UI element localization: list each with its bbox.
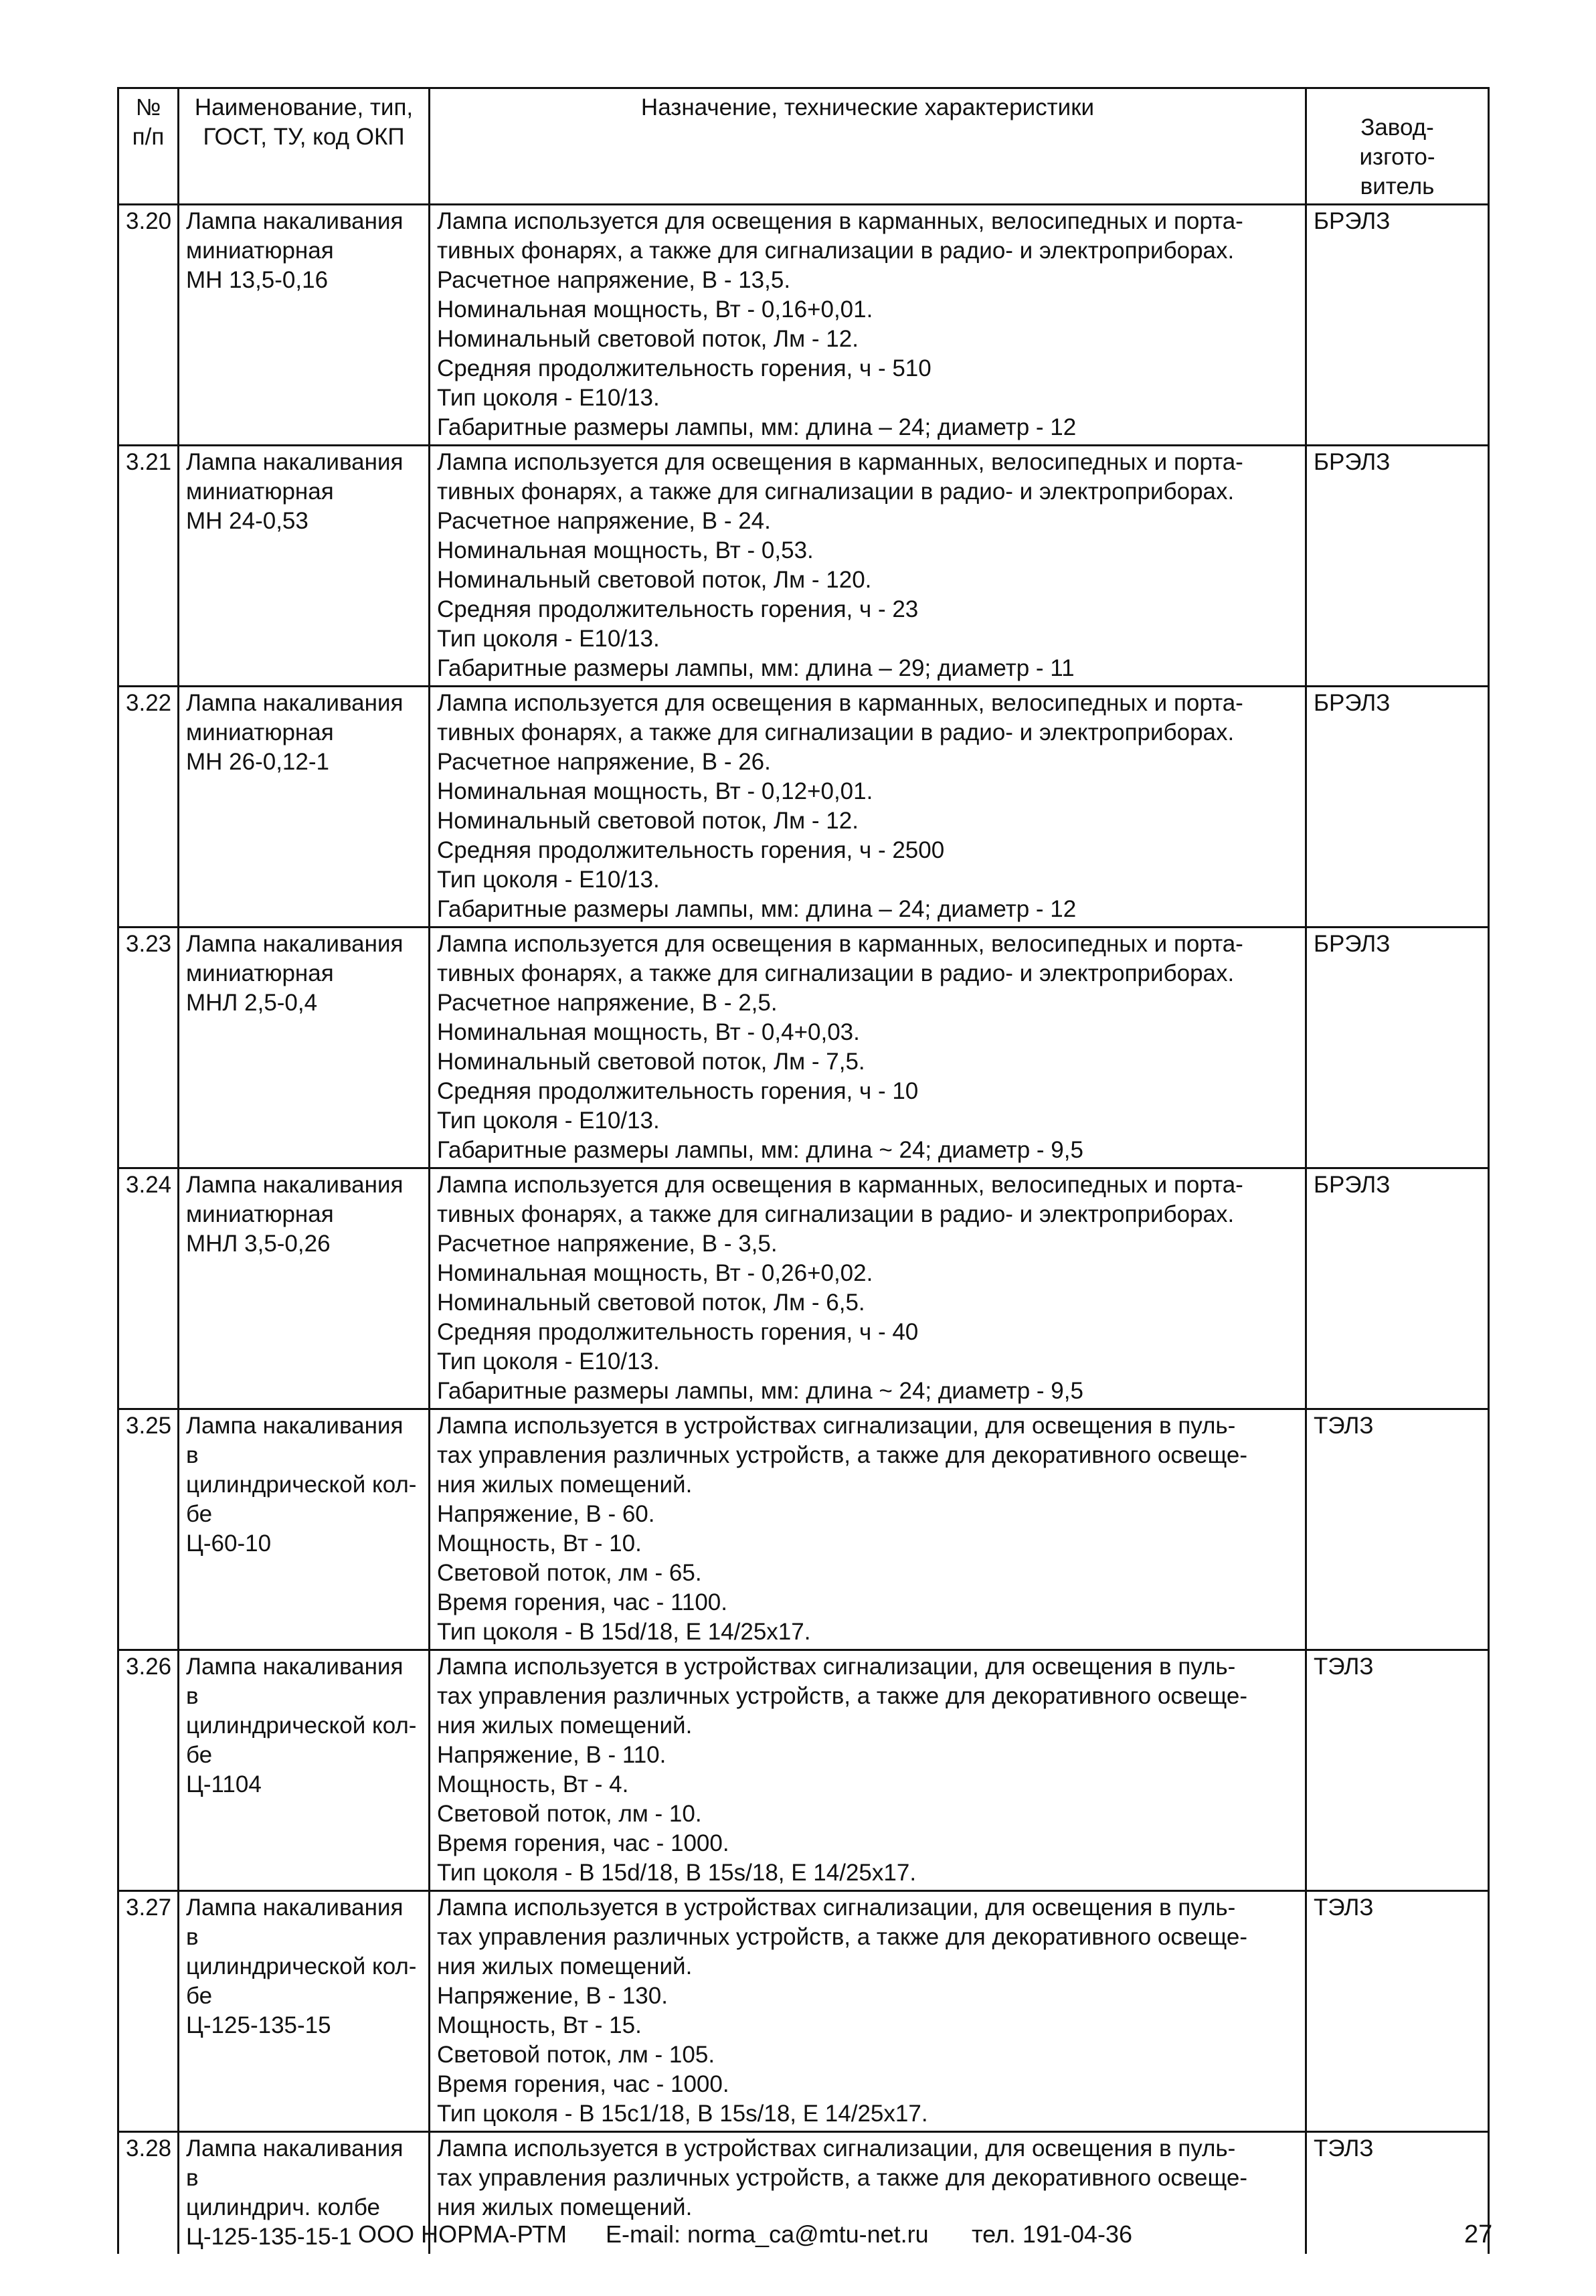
lamp-description bbox=[430, 1409, 1306, 1650]
lamp-name-line: цилиндрической кол- bbox=[186, 1953, 417, 1979]
description-line: Лампа используется для освещения в карманных, велосипедных и порта- bbox=[437, 449, 1243, 475]
lamp-name-line: МН 26-0,12-1 bbox=[186, 749, 329, 775]
table-row bbox=[118, 1891, 1489, 2132]
lamp-name bbox=[179, 1650, 430, 1891]
lamp-name-line: Ц-1104 bbox=[186, 1771, 262, 1797]
description-line: тах управления различных устройств, а также для декоративного освеще- bbox=[437, 1924, 1248, 1950]
description-line: тивных фонарях, а также для сигнализации в радио- и электроприборах. bbox=[437, 238, 1235, 264]
description-line: Номинальная мощность, Вт - 0,4+0,03. bbox=[437, 1019, 860, 1045]
lamp-name-line: миниатюрная bbox=[186, 719, 334, 745]
description-line: Расчетное напряжение, В - 2,5. bbox=[437, 990, 778, 1016]
lamp-name-line: бе bbox=[186, 1742, 213, 1768]
lamp-name-line: Лампа накаливания bbox=[186, 690, 404, 716]
description-line: Расчетное напряжение, В - 24. bbox=[437, 508, 771, 534]
description-line: Тип цоколя - В 15с1/18, В 15s/18, Е 14/25x17. bbox=[437, 2101, 928, 2127]
lamp-description bbox=[430, 205, 1306, 446]
description-line: Габаритные размеры лампы, мм: длина ~ 24; диаметр - 9,5 bbox=[437, 1378, 1083, 1404]
description-line: Габаритные размеры лампы, мм: длина ~ 24; диаметр - 9,5 bbox=[437, 1137, 1083, 1163]
manufacturer: БРЭЛЗ bbox=[1306, 687, 1489, 928]
row-number: 3.22 bbox=[118, 687, 179, 928]
description-line: Лампа используется для освещения в карманных, велосипедных и порта- bbox=[437, 931, 1243, 957]
description-line: Лампа используется для освещения в карманных, велосипедных и порта- bbox=[437, 208, 1243, 234]
description-line: Напряжение, В - 60. bbox=[437, 1501, 655, 1527]
description-line: Лампа используется в устройствах сигнализации, для освещения в пуль- bbox=[437, 1654, 1236, 1680]
row-number: 3.26 bbox=[118, 1650, 179, 1891]
description-line: ния жилых помещений. bbox=[437, 1712, 693, 1739]
lamp-name bbox=[179, 1891, 430, 2132]
description-line: Тип цоколя - Е10/13. bbox=[437, 385, 660, 411]
manufacturer: БРЭЛЗ bbox=[1306, 446, 1489, 687]
description-line: ния жилых помещений. bbox=[437, 1953, 693, 1979]
manufacturer: ТЭЛЗ bbox=[1306, 2132, 1489, 2255]
table-row bbox=[118, 1650, 1489, 1891]
footer-company: ООО НОРМА-РТМ bbox=[358, 2220, 567, 2248]
description-line: Тип цоколя - Е10/13. bbox=[437, 1108, 660, 1134]
lamp-spec-table bbox=[117, 87, 1493, 2254]
header-name: Наименование, тип, ГОСТ, ТУ, код ОКП bbox=[179, 88, 430, 205]
row-number: 3.27 bbox=[118, 1891, 179, 2132]
lamp-name-line: МНЛ 2,5-0,4 bbox=[186, 990, 318, 1016]
description-line: Тип цоколя - В 15d/18, Е 14/25x17. bbox=[437, 1619, 811, 1645]
header-description: Назначение, технические характеристики bbox=[430, 88, 1306, 205]
description-line: Тип цоколя - Е10/13. bbox=[437, 867, 660, 893]
description-line: Напряжение, В - 130. bbox=[437, 1983, 668, 2009]
description-line: Время горения, час - 1100. bbox=[437, 1589, 727, 1615]
lamp-name bbox=[179, 1168, 430, 1409]
description-line: Время горения, час - 1000. bbox=[437, 1830, 729, 1856]
lamp-name-line: миниатюрная bbox=[186, 1201, 334, 1227]
row-number: 3.20 bbox=[118, 205, 179, 446]
lamp-name-line: бе bbox=[186, 1983, 213, 2009]
lamp-name-line: МН 13,5-0,16 bbox=[186, 267, 329, 293]
lamp-name bbox=[179, 687, 430, 928]
description-line: Лампа используется в устройствах сигнализации, для освещения в пуль- bbox=[437, 1894, 1236, 1921]
lamp-name-line: МНЛ 3,5-0,26 bbox=[186, 1231, 331, 1257]
row-number: 3.28 bbox=[118, 2132, 179, 2255]
table-row bbox=[118, 446, 1489, 687]
lamp-name-line: миниатюрная bbox=[186, 960, 334, 986]
description-line: Номинальная мощность, Вт - 0,16+0,01. bbox=[437, 296, 873, 323]
description-line: Средняя продолжительность горения, ч - 40 bbox=[437, 1319, 919, 1345]
description-line: ния жилых помещений. bbox=[437, 1472, 693, 1498]
lamp-name-line: Лампа накаливания bbox=[186, 1172, 404, 1198]
description-line: Световой поток, лм - 105. bbox=[437, 2042, 715, 2068]
description-line: Мощность, Вт - 4. bbox=[437, 1771, 629, 1797]
table-row bbox=[118, 1409, 1489, 1650]
lamp-description bbox=[430, 687, 1306, 928]
lamp-name-line: Ц-125-135-15 bbox=[186, 2012, 331, 2038]
description-line: Тип цоколя - Е10/13. bbox=[437, 626, 660, 652]
description-line: Световой поток, лм - 65. bbox=[437, 1560, 702, 1586]
description-line: Лампа используется в устройствах сигнализации, для освещения в пуль- bbox=[437, 1413, 1236, 1439]
description-line: Номинальная мощность, Вт - 0,26+0,02. bbox=[437, 1260, 873, 1286]
lamp-description bbox=[430, 446, 1306, 687]
description-line: Мощность, Вт - 15. bbox=[437, 2012, 642, 2038]
page-number: 27 bbox=[1464, 2220, 1493, 2248]
lamp-name-line: Лампа накаливания в bbox=[186, 1654, 404, 1709]
description-line: Средняя продолжительность горения, ч - 2500 bbox=[437, 837, 945, 863]
lamp-description bbox=[430, 1891, 1306, 2132]
description-line: Габаритные размеры лампы, мм: длина – 24; диаметр - 12 bbox=[437, 414, 1077, 440]
lamp-name bbox=[179, 1409, 430, 1650]
description-line: Средняя продолжительность горения, ч - 23 bbox=[437, 596, 919, 622]
description-line: Мощность, Вт - 10. bbox=[437, 1530, 642, 1557]
description-line: тивных фонарях, а также для сигнализации в радио- и электроприборах. bbox=[437, 478, 1235, 505]
description-line: тивных фонарях, а также для сигнализации в радио- и электроприборах. bbox=[437, 960, 1235, 986]
lamp-name-line: Лампа накаливания в bbox=[186, 1413, 404, 1468]
lamp-name-line: миниатюрная bbox=[186, 478, 334, 505]
description-line: Номинальный световой поток, Лм - 6,5. bbox=[437, 1290, 865, 1316]
description-line: Лампа используется для освещения в карманных, велосипедных и порта- bbox=[437, 690, 1243, 716]
lamp-name-line: цилиндрич. колбе bbox=[186, 2194, 380, 2220]
description-line: Габаритные размеры лампы, мм: длина – 29; диаметр - 11 bbox=[437, 655, 1075, 681]
description-line: тивных фонарях, а также для сигнализации в радио- и электроприборах. bbox=[437, 1201, 1235, 1227]
lamp-name-line: бе bbox=[186, 1501, 213, 1527]
manufacturer: БРЭЛЗ bbox=[1306, 205, 1489, 446]
table-body bbox=[118, 205, 1489, 2255]
description-line: Номинальная мощность, Вт - 0,12+0,01. bbox=[437, 778, 873, 804]
description-line: Лампа используется для освещения в карманных, велосипедных и порта- bbox=[437, 1172, 1243, 1198]
manufacturer: БРЭЛЗ bbox=[1306, 1168, 1489, 1409]
description-line: Световой поток, лм - 10. bbox=[437, 1801, 702, 1827]
lamp-name bbox=[179, 928, 430, 1168]
description-line: Габаритные размеры лампы, мм: длина – 24; диаметр - 12 bbox=[437, 896, 1077, 922]
table-header-row bbox=[118, 88, 1489, 205]
manufacturer: БРЭЛЗ bbox=[1306, 928, 1489, 1168]
lamp-description bbox=[430, 928, 1306, 1168]
lamp-description bbox=[430, 1650, 1306, 1891]
description-line: Расчетное напряжение, В - 26. bbox=[437, 749, 771, 775]
lamp-name-line: Ц-125-135-15-1 bbox=[186, 2224, 352, 2250]
row-number: 3.21 bbox=[118, 446, 179, 687]
manufacturer: ТЭЛЗ bbox=[1306, 1891, 1489, 2132]
footer-phone: тел. 191-04-36 bbox=[972, 2220, 1133, 2248]
description-line: Номинальный световой поток, Лм - 12. bbox=[437, 326, 859, 352]
header-manufacturer: Завод- изгото- витель bbox=[1306, 88, 1489, 205]
row-number: 3.23 bbox=[118, 928, 179, 1168]
description-line: Средняя продолжительность горения, ч - 10 bbox=[437, 1078, 919, 1104]
description-line: Средняя продолжительность горения, ч - 510 bbox=[437, 355, 932, 381]
description-line: Напряжение, В - 110. bbox=[437, 1742, 667, 1768]
table-row bbox=[118, 205, 1489, 446]
row-number: 3.25 bbox=[118, 1409, 179, 1650]
description-line: Тип цоколя - В 15d/18, В 15s/18, Е 14/25x17. bbox=[437, 1860, 917, 1886]
description-line: Лампа используется в устройствах сигнализации, для освещения в пуль- bbox=[437, 2135, 1236, 2161]
table-row bbox=[118, 1168, 1489, 1409]
manufacturer: ТЭЛЗ bbox=[1306, 1650, 1489, 1891]
footer-email: E-mail: norma_ca@mtu-net.ru bbox=[606, 2220, 929, 2248]
description-line: тах управления различных устройств, а также для декоративного освеще- bbox=[437, 1442, 1248, 1468]
lamp-description bbox=[430, 1168, 1306, 1409]
description-line: тах управления различных устройств, а также для декоративного освеще- bbox=[437, 2165, 1248, 2191]
description-line: Номинальная мощность, Вт - 0,53. bbox=[437, 537, 814, 563]
description-line: ния жилых помещений. bbox=[437, 2194, 693, 2220]
description-line: тивных фонарях, а также для сигнализации в радио- и электроприборах. bbox=[437, 719, 1235, 745]
description-line: Номинальный световой поток, Лм - 120. bbox=[437, 567, 872, 593]
lamp-name-line: Лампа накаливания в bbox=[186, 1894, 404, 1950]
table-row bbox=[118, 687, 1489, 928]
lamp-name-line: Лампа накаливания bbox=[186, 931, 404, 957]
description-line: тах управления различных устройств, а также для декоративного освеще- bbox=[437, 1683, 1248, 1709]
description-line: Расчетное напряжение, В - 3,5. bbox=[437, 1231, 778, 1257]
lamp-name-line: МН 24-0,53 bbox=[186, 508, 308, 534]
lamp-name-line: Лампа накаливания bbox=[186, 449, 404, 475]
description-line: Номинальный световой поток, Лм - 7,5. bbox=[437, 1049, 865, 1075]
table-row bbox=[118, 928, 1489, 1168]
row-number: 3.24 bbox=[118, 1168, 179, 1409]
description-line: Тип цоколя - Е10/13. bbox=[437, 1348, 660, 1375]
lamp-name-line: цилиндрической кол- bbox=[186, 1472, 417, 1498]
lamp-name-line: Ц-60-10 bbox=[186, 1530, 272, 1557]
header-num: № п/п bbox=[118, 88, 179, 205]
lamp-name bbox=[179, 205, 430, 446]
description-line: Расчетное напряжение, В - 13,5. bbox=[437, 267, 791, 293]
lamp-name-line: Лампа накаливания bbox=[186, 208, 404, 234]
manufacturer: ТЭЛЗ bbox=[1306, 1409, 1489, 1650]
description-line: Время горения, час - 1000. bbox=[437, 2071, 729, 2097]
lamp-name-line: Лампа накаливания в bbox=[186, 2135, 404, 2191]
lamp-name-line: миниатюрная bbox=[186, 238, 334, 264]
lamp-name-line: цилиндрической кол- bbox=[186, 1712, 417, 1739]
description-line: Номинальный световой поток, Лм - 12. bbox=[437, 808, 859, 834]
lamp-name bbox=[179, 446, 430, 687]
